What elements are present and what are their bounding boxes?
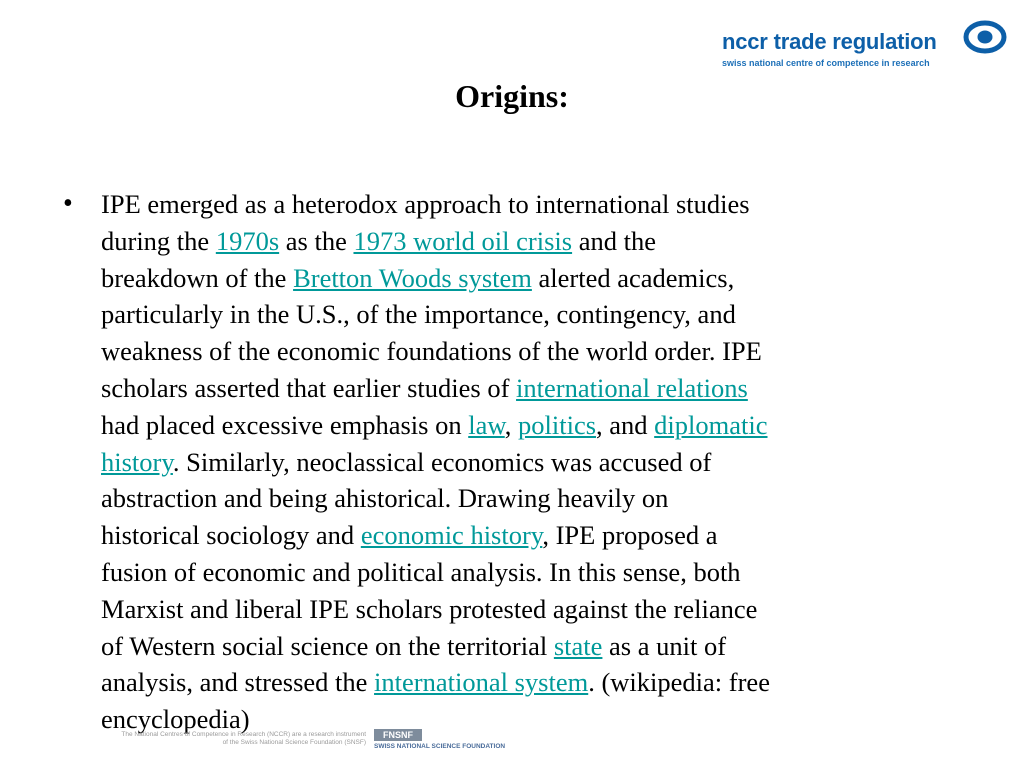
footer-credit-line: The National Centres of Competence in Research (NCCR) are a research instrument: [121, 731, 366, 738]
slide-title: Origins:: [455, 78, 569, 114]
paragraph-line: [101, 186, 1006, 223]
paragraph-line: [101, 591, 1006, 628]
text-run: historical sociology and: [101, 520, 361, 551]
paragraph-line: [101, 444, 1006, 481]
paragraph-line: [101, 480, 1006, 517]
text-run: analysis, and stressed the: [101, 667, 375, 698]
inline-link[interactable]: international relations: [516, 372, 748, 403]
inline-link[interactable]: history: [101, 446, 173, 477]
text-run: fusion of economic and political analysis. In this sense, both: [101, 556, 741, 587]
paragraph-line: [101, 407, 1006, 444]
text-run: during the: [101, 225, 216, 256]
text-run: weakness of the economic foundations of the world order. IPE: [101, 336, 762, 367]
inline-link[interactable]: state: [553, 630, 603, 661]
text-run: breakdown of the: [101, 262, 294, 293]
nccr-logo: [722, 16, 1010, 68]
text-run: and the: [572, 225, 656, 256]
inline-link[interactable]: economic history: [360, 520, 543, 551]
text-run: . (wikipedia: free: [588, 667, 770, 698]
footer: [70, 727, 510, 757]
paragraph-line: [101, 517, 1006, 554]
inline-link[interactable]: international system: [374, 667, 589, 698]
inline-link[interactable]: 1970s: [215, 225, 280, 256]
eye-ring-logo-icon: [963, 19, 1007, 55]
text-run: of Western social science on the territorial: [101, 630, 554, 661]
paragraph-line: [101, 370, 1006, 407]
inline-link[interactable]: 1973 world oil crisis: [353, 225, 573, 256]
text-run: as a unit of: [602, 630, 727, 661]
text-run: alerted academics,: [531, 262, 735, 293]
text-run: had placed excessive emphasis on: [101, 409, 469, 440]
text-run: scholars asserted that earlier studies of: [101, 372, 517, 403]
text-run: IPE emerged as a heterodox approach to international studies: [101, 189, 750, 219]
inline-link[interactable]: diplomatic: [654, 409, 768, 440]
text-run: abstraction and being ahistorical. Drawing heavily on: [101, 483, 669, 514]
text-run: particularly in the U.S., of the importance, contingency, and: [101, 299, 736, 330]
text-run: , IPE proposed a: [542, 520, 718, 551]
paragraph-line: [101, 223, 1006, 260]
inline-link[interactable]: Bretton Woods system: [293, 262, 532, 293]
paragraph-line: [101, 296, 1006, 333]
text-run: Marxist and liberal IPE scholars protested against the reliance: [101, 593, 758, 624]
snf-foundation-name: SWISS NATIONAL SCIENCE FOUNDATION: [374, 743, 506, 750]
text-run: . Similarly, neoclassical economics was accused of: [172, 446, 712, 477]
paragraph-line: [101, 333, 1006, 370]
text-run: as the: [279, 225, 354, 256]
logo-subtitle: swiss national centre of competence in research: [722, 58, 930, 68]
body-paragraph: [101, 186, 1006, 738]
bullet-marker: •: [63, 188, 73, 219]
text-run: , and: [596, 409, 655, 440]
snf-logo-badge: FNSNF: [374, 729, 422, 741]
footer-credit-line: of the Swiss National Science Foundation (SNSF): [222, 739, 366, 746]
logo-name: nccr trade regulation: [722, 29, 937, 54]
footer-credit: [70, 731, 366, 747]
inline-link[interactable]: law: [468, 409, 505, 440]
paragraph-line: [101, 554, 1006, 591]
inline-link[interactable]: politics: [518, 409, 597, 440]
text-run: ,: [504, 409, 518, 440]
paragraph-line: [101, 628, 1006, 665]
paragraph-line: [101, 664, 1006, 701]
text-run: encyclopedia): [101, 704, 250, 735]
paragraph-line: [101, 260, 1006, 297]
